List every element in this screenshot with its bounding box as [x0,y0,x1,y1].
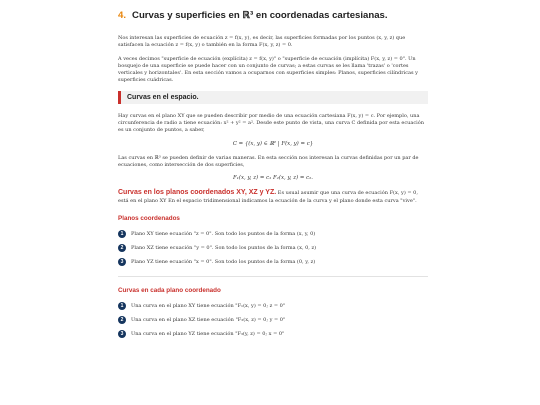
body-paragraph-3 [118,189,428,205]
list-item-text: Plano YZ tiene ecuación "x = 0". Son todo los puntos de la forma (0, y, z) [131,258,316,265]
intro-paragraph-2: A veces decimos "superficie de ecuación (explícita) z = f(x, y)" o "superficie de ecuación (implícita) F(x, y, z) = 0". Un bosquejo de una superficie se puede hacer con un conjunto de curvas; a estas curvas se les llama 'trazas' o 'cortes verticales y horizontales'. En esta sección vamos a ocuparnos con superficies simples: Planos, superficies cilíndricas y superficies cuádricas. [118,55,419,84]
section-number: 4. [118,10,127,21]
body-paragraph-2: Las curvas en ℝ³ se pueden definir de varias maneras. En esta sección nos interesan la curvas definidas por un par de ecuaciones, como intersección de dos superficies, [118,154,419,168]
number-badge: 3 [118,330,126,338]
list-item-text: Una curva en el plano XZ tiene ecuación "F₂(x, z) = 0; y = 0" [131,316,286,323]
list-item-text: Plano XY tiene ecuación "z = 0". Son todo los puntos de la forma (x, y, 0) [131,230,316,237]
formula-two-surfaces: F₁(x, y, z) = c₁ F₂(x, y, z) = c₂. [232,175,313,182]
list-item [118,230,428,238]
intro-paragraph-1: Nos interesan las superficies de ecuación z = f(x, y), es decir, las superficies formadas por los puntos (x, y, z) que satisfacen la ecuación z = f(x, y) o también en la forma F(x, y, z) = 0. [118,35,406,49]
number-badge: 2 [118,244,126,252]
list-item-text: Plano XZ tiene ecuación "y = 0". Son todo los puntos de la forma (x, 0, z) [131,244,317,251]
number-badge: 2 [118,316,126,324]
curvas-planos-rest: Es usual asumir que una curva de ecuación F(x, y) = 0, está en el plano XY En el espacio tridimensional indicamos la ecuación de la curva y el plano donde esta curva "vive". [118,190,418,204]
curvas-plano-heading: Curvas en cada plano coordenado [118,286,221,294]
number-badge: 3 [118,258,126,266]
list-item-text: Una curva en el plano XY tiene ecuación "F₁(x, y) = 0; z = 0" [131,302,286,309]
title-text: Curvas y superficies en ℝ³ en coordenadas cartesianas. [132,10,388,21]
planos-coordenados-heading: Planos coordenados [118,214,180,222]
list-item [118,258,428,266]
list-item-text: Una curva en el plano YZ tiene ecuación "F₃(y, z) = 0; x = 0" [131,330,285,337]
formula-set-c: C = {(x, y) ∈ ℝ² | F(x, y) = c} [232,140,314,147]
section-heading-box [118,91,428,104]
planos-list [118,230,428,266]
list-item [118,316,428,324]
number-badge: 1 [118,230,126,238]
list-item [118,244,428,252]
document-page [118,10,428,344]
divider [118,276,428,277]
page-title [118,10,428,21]
body-paragraph-1: Hay curvas en el plano XY que se pueden describir por medio de una ecuación cartesiana F(x, y) = c. Por ejemplo, una circunferencia de radio a tiene ecuación: x² + y² = a². Desde este punto de vista, una curva C definida por esta ecuación es un conjunto de puntos, a saber, [118,112,424,134]
number-badge: 1 [118,302,126,310]
list-item [118,330,428,338]
list-item [118,302,428,310]
curvas-list [118,302,428,338]
curvas-planos-lead: Curvas en los planos coordenados XY, XZ y YZ. [118,189,277,197]
section-heading: Curvas en el espacio. [127,93,199,101]
